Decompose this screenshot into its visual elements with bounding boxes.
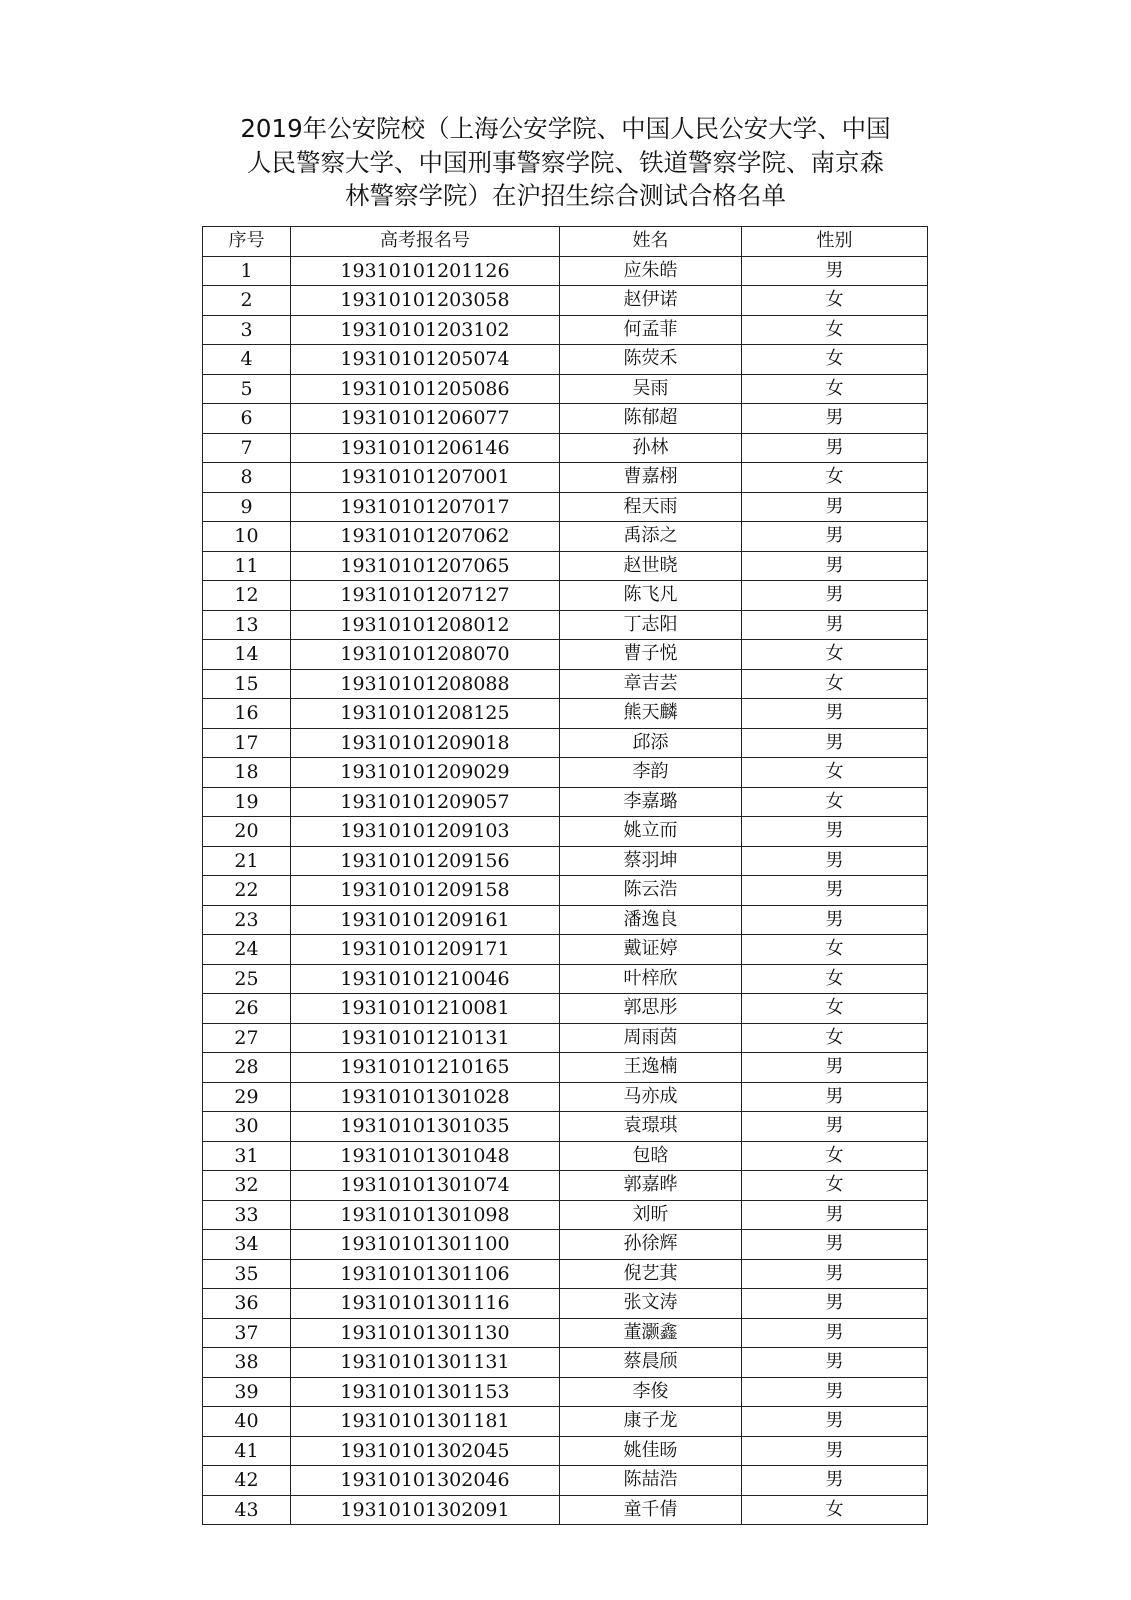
gender-cell: 男 [742, 492, 928, 522]
name-cell: 姚立而 [560, 817, 742, 847]
name-cell: 应朱皓 [560, 256, 742, 286]
table-row [203, 964, 928, 994]
serial-cell: 9 [203, 492, 291, 522]
name-cell: 戴证婷 [560, 935, 742, 965]
exam-number-cell: 19310101205074 [291, 345, 560, 375]
exam-number-cell: 19310101209158 [291, 876, 560, 906]
name-cell: 陈飞凡 [560, 581, 742, 611]
name-cell: 赵伊诺 [560, 286, 742, 316]
exam-number-cell: 19310101302046 [291, 1466, 560, 1496]
table-body [203, 256, 928, 1525]
serial-cell: 24 [203, 935, 291, 965]
serial-cell: 21 [203, 846, 291, 876]
table-row [203, 699, 928, 729]
gender-cell: 女 [742, 935, 928, 965]
name-cell: 曹嘉栩 [560, 463, 742, 493]
gender-cell: 男 [742, 1230, 928, 1260]
serial-cell: 20 [203, 817, 291, 847]
name-cell: 程天雨 [560, 492, 742, 522]
table-row [203, 1112, 928, 1142]
exam-number-cell: 19310101301048 [291, 1141, 560, 1171]
gender-cell: 女 [742, 1171, 928, 1201]
table-row [203, 374, 928, 404]
gender-cell: 男 [742, 1318, 928, 1348]
gender-cell: 女 [742, 964, 928, 994]
serial-cell: 6 [203, 404, 291, 434]
serial-cell: 2 [203, 286, 291, 316]
table-row [203, 994, 928, 1024]
table-row [203, 315, 928, 345]
table-row [203, 492, 928, 522]
gender-cell: 男 [742, 1200, 928, 1230]
name-cell: 蔡羽坤 [560, 846, 742, 876]
table-row [203, 787, 928, 817]
table-row [203, 1495, 928, 1525]
serial-cell: 15 [203, 669, 291, 699]
exam-number-cell: 19310101209156 [291, 846, 560, 876]
serial-cell: 10 [203, 522, 291, 552]
exam-number-cell: 19310101201126 [291, 256, 560, 286]
exam-number-cell: 19310101207065 [291, 551, 560, 581]
serial-cell: 8 [203, 463, 291, 493]
table-row [203, 1023, 928, 1053]
gender-cell: 男 [742, 1082, 928, 1112]
serial-cell: 32 [203, 1171, 291, 1201]
serial-cell: 26 [203, 994, 291, 1024]
name-cell: 陈喆浩 [560, 1466, 742, 1496]
serial-cell: 4 [203, 345, 291, 375]
serial-cell: 3 [203, 315, 291, 345]
serial-cell: 40 [203, 1407, 291, 1437]
name-cell: 刘昕 [560, 1200, 742, 1230]
exam-number-cell: 19310101209029 [291, 758, 560, 788]
exam-number-cell: 19310101207062 [291, 522, 560, 552]
name-cell: 丁志阳 [560, 610, 742, 640]
table-row [203, 1377, 928, 1407]
serial-cell: 35 [203, 1259, 291, 1289]
name-cell: 郭思彤 [560, 994, 742, 1024]
exam-number-cell: 19310101301116 [291, 1289, 560, 1319]
name-cell: 潘逸良 [560, 905, 742, 935]
serial-cell: 11 [203, 551, 291, 581]
name-cell: 倪艺萁 [560, 1259, 742, 1289]
table-row [203, 758, 928, 788]
qualified-list-table [202, 226, 928, 1525]
serial-cell: 16 [203, 699, 291, 729]
name-cell: 吴雨 [560, 374, 742, 404]
exam-number-cell: 19310101210081 [291, 994, 560, 1024]
serial-cell: 13 [203, 610, 291, 640]
exam-number-cell: 19310101206077 [291, 404, 560, 434]
exam-number-cell: 19310101210046 [291, 964, 560, 994]
name-cell: 李俊 [560, 1377, 742, 1407]
name-cell: 曹子悦 [560, 640, 742, 670]
serial-cell: 37 [203, 1318, 291, 1348]
table-row [203, 1348, 928, 1378]
gender-cell: 男 [742, 551, 928, 581]
name-cell: 陈郁超 [560, 404, 742, 434]
name-cell: 章吉芸 [560, 669, 742, 699]
name-cell: 童千倩 [560, 1495, 742, 1525]
name-cell: 李嘉璐 [560, 787, 742, 817]
serial-cell: 41 [203, 1436, 291, 1466]
serial-cell: 43 [203, 1495, 291, 1525]
table-row [203, 817, 928, 847]
gender-cell: 男 [742, 433, 928, 463]
serial-cell: 34 [203, 1230, 291, 1260]
table-row [203, 1407, 928, 1437]
table-row [203, 846, 928, 876]
document-title [170, 112, 961, 213]
exam-number-cell: 19310101301106 [291, 1259, 560, 1289]
gender-cell: 女 [742, 1023, 928, 1053]
gender-cell: 男 [742, 1436, 928, 1466]
header-exam-number: 高考报名号 [291, 227, 560, 257]
table-row [203, 640, 928, 670]
serial-cell: 7 [203, 433, 291, 463]
exam-number-cell: 19310101207127 [291, 581, 560, 611]
exam-number-cell: 19310101203058 [291, 286, 560, 316]
exam-number-cell: 19310101208070 [291, 640, 560, 670]
table-row [203, 1053, 928, 1083]
exam-number-cell: 19310101302045 [291, 1436, 560, 1466]
exam-number-cell: 19310101206146 [291, 433, 560, 463]
header-serial: 序号 [203, 227, 291, 257]
header-name: 姓名 [560, 227, 742, 257]
serial-cell: 36 [203, 1289, 291, 1319]
serial-cell: 42 [203, 1466, 291, 1496]
serial-cell: 17 [203, 728, 291, 758]
gender-cell: 男 [742, 876, 928, 906]
gender-cell: 男 [742, 699, 928, 729]
name-cell: 马亦成 [560, 1082, 742, 1112]
gender-cell: 男 [742, 1053, 928, 1083]
table-row [203, 1259, 928, 1289]
gender-cell: 女 [742, 1495, 928, 1525]
table-row [203, 610, 928, 640]
gender-cell: 女 [742, 286, 928, 316]
serial-cell: 25 [203, 964, 291, 994]
table-row [203, 935, 928, 965]
table-row [203, 1436, 928, 1466]
serial-cell: 12 [203, 581, 291, 611]
table-row [203, 876, 928, 906]
exam-number-cell: 19310101301028 [291, 1082, 560, 1112]
name-cell: 孙林 [560, 433, 742, 463]
table-row [203, 669, 928, 699]
serial-cell: 30 [203, 1112, 291, 1142]
table-row [203, 286, 928, 316]
serial-cell: 1 [203, 256, 291, 286]
name-cell: 包晗 [560, 1141, 742, 1171]
exam-number-cell: 19310101210165 [291, 1053, 560, 1083]
gender-cell: 女 [742, 994, 928, 1024]
exam-number-cell: 19310101208012 [291, 610, 560, 640]
table-row [203, 1082, 928, 1112]
exam-number-cell: 19310101207001 [291, 463, 560, 493]
name-cell: 董灏鑫 [560, 1318, 742, 1348]
table-row [203, 404, 928, 434]
table-row [203, 551, 928, 581]
exam-number-cell: 19310101209057 [291, 787, 560, 817]
name-cell: 袁璟琪 [560, 1112, 742, 1142]
table-row [203, 1466, 928, 1496]
table-row [203, 1318, 928, 1348]
name-cell: 孙徐辉 [560, 1230, 742, 1260]
name-cell: 王逸楠 [560, 1053, 742, 1083]
exam-number-cell: 19310101301100 [291, 1230, 560, 1260]
gender-cell: 男 [742, 728, 928, 758]
table-row [203, 1230, 928, 1260]
table-row [203, 256, 928, 286]
serial-cell: 33 [203, 1200, 291, 1230]
gender-cell: 男 [742, 905, 928, 935]
exam-number-cell: 19310101301130 [291, 1318, 560, 1348]
header-gender: 性别 [742, 227, 928, 257]
gender-cell: 女 [742, 787, 928, 817]
name-cell: 邱添 [560, 728, 742, 758]
table-row [203, 433, 928, 463]
exam-number-cell: 19310101209171 [291, 935, 560, 965]
exam-number-cell: 19310101301153 [291, 1377, 560, 1407]
table-row [203, 1141, 928, 1171]
table-row [203, 1289, 928, 1319]
table-row [203, 345, 928, 375]
gender-cell: 男 [742, 846, 928, 876]
serial-cell: 14 [203, 640, 291, 670]
table-row [203, 905, 928, 935]
table-row [203, 1200, 928, 1230]
name-cell: 叶梓欣 [560, 964, 742, 994]
gender-cell: 男 [742, 404, 928, 434]
table-row [203, 581, 928, 611]
gender-cell: 男 [742, 256, 928, 286]
gender-cell: 男 [742, 1407, 928, 1437]
gender-cell: 男 [742, 1112, 928, 1142]
name-cell: 张文涛 [560, 1289, 742, 1319]
name-cell: 禹添之 [560, 522, 742, 552]
name-cell: 熊天麟 [560, 699, 742, 729]
exam-number-cell: 19310101301131 [291, 1348, 560, 1378]
exam-number-cell: 19310101209018 [291, 728, 560, 758]
gender-cell: 女 [742, 669, 928, 699]
gender-cell: 女 [742, 374, 928, 404]
name-cell: 蔡晨颀 [560, 1348, 742, 1378]
exam-number-cell: 19310101208125 [291, 699, 560, 729]
gender-cell: 男 [742, 1289, 928, 1319]
exam-number-cell: 19310101209161 [291, 905, 560, 935]
name-cell: 康子龙 [560, 1407, 742, 1437]
name-cell: 姚佳旸 [560, 1436, 742, 1466]
exam-number-cell: 19310101301035 [291, 1112, 560, 1142]
name-cell: 陈荧禾 [560, 345, 742, 375]
gender-cell: 男 [742, 522, 928, 552]
gender-cell: 男 [742, 1377, 928, 1407]
exam-number-cell: 19310101302091 [291, 1495, 560, 1525]
serial-cell: 18 [203, 758, 291, 788]
title-line-1: 2019年公安院校（上海公安学院、中国人民公安大学、中国 [240, 114, 891, 143]
table-row [203, 728, 928, 758]
name-cell: 李韵 [560, 758, 742, 788]
name-cell: 郭嘉晔 [560, 1171, 742, 1201]
table-row [203, 522, 928, 552]
serial-cell: 38 [203, 1348, 291, 1378]
title-line-3: 林警察学院）在沪招生综合测试合格名单 [345, 181, 786, 210]
table-row [203, 1171, 928, 1201]
gender-cell: 男 [742, 1466, 928, 1496]
gender-cell: 女 [742, 315, 928, 345]
name-cell: 周雨茵 [560, 1023, 742, 1053]
gender-cell: 女 [742, 1141, 928, 1171]
serial-cell: 27 [203, 1023, 291, 1053]
serial-cell: 19 [203, 787, 291, 817]
gender-cell: 男 [742, 817, 928, 847]
table-header-row [203, 227, 928, 257]
title-line-2: 人民警察大学、中国刑事警察学院、铁道警察学院、南京森 [247, 147, 884, 177]
exam-number-cell: 19310101301098 [291, 1200, 560, 1230]
exam-number-cell: 19310101301181 [291, 1407, 560, 1437]
name-cell: 赵世晓 [560, 551, 742, 581]
gender-cell: 女 [742, 345, 928, 375]
serial-cell: 29 [203, 1082, 291, 1112]
name-cell: 陈云浩 [560, 876, 742, 906]
gender-cell: 男 [742, 1259, 928, 1289]
gender-cell: 女 [742, 463, 928, 493]
serial-cell: 28 [203, 1053, 291, 1083]
gender-cell: 女 [742, 758, 928, 788]
gender-cell: 男 [742, 610, 928, 640]
serial-cell: 5 [203, 374, 291, 404]
gender-cell: 男 [742, 581, 928, 611]
serial-cell: 22 [203, 876, 291, 906]
exam-number-cell: 19310101209103 [291, 817, 560, 847]
exam-number-cell: 19310101205086 [291, 374, 560, 404]
exam-number-cell: 19310101210131 [291, 1023, 560, 1053]
exam-number-cell: 19310101301074 [291, 1171, 560, 1201]
serial-cell: 39 [203, 1377, 291, 1407]
serial-cell: 31 [203, 1141, 291, 1171]
name-cell: 何孟菲 [560, 315, 742, 345]
exam-number-cell: 19310101208088 [291, 669, 560, 699]
gender-cell: 男 [742, 1348, 928, 1378]
exam-number-cell: 19310101203102 [291, 315, 560, 345]
table-row [203, 463, 928, 493]
gender-cell: 女 [742, 640, 928, 670]
serial-cell: 23 [203, 905, 291, 935]
exam-number-cell: 19310101207017 [291, 492, 560, 522]
